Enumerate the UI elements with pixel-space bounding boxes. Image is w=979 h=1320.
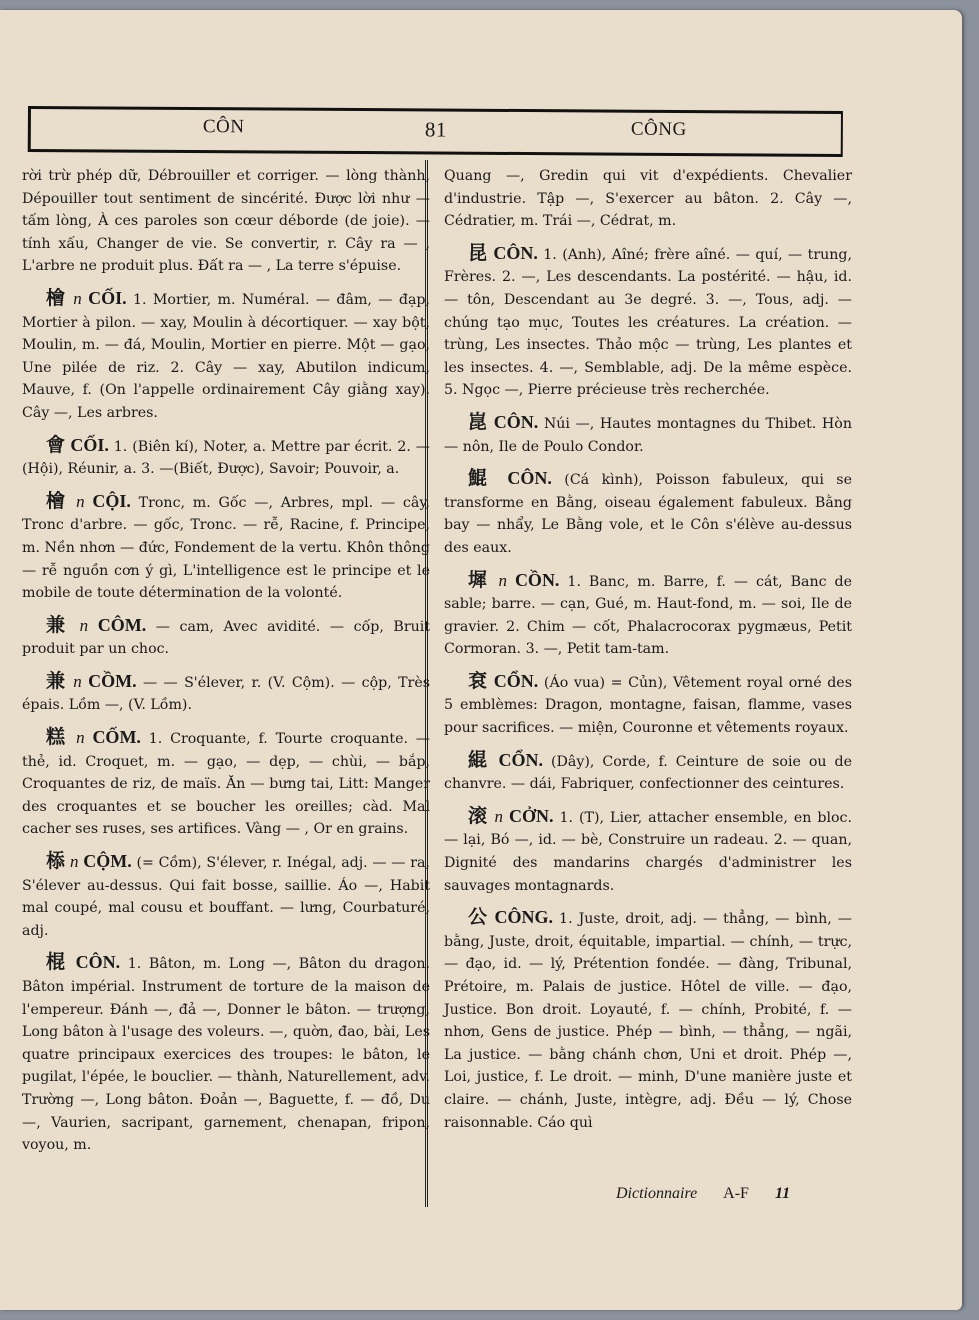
headword: CỘM. bbox=[83, 851, 132, 872]
entry-con-3 bbox=[444, 411, 852, 458]
headword: CỒN. bbox=[514, 569, 560, 590]
entry-com-4 bbox=[22, 850, 430, 942]
entry-coi-2 bbox=[22, 434, 430, 481]
entry-continuation bbox=[22, 165, 430, 278]
entry-text: 1. Juste, droit, adj. — thẳng, — bình, — bằng, Juste, droit, équitable, impartial. — chính, — trực, — đạo, id. — lý, Prétention fondée. — đàng, Tribunal, Prétoire, m. Palais de justice. Hôtel de ville. — đạo, Justice. Bon droit. Loyauté, f. — chính, Probité, f. — nhơn, Gens de justice. Phép — bình, — thẳng, — ngãi, La justice. — bằng chánh chơn, Uni et droit. Phép —, Loi, justice, f. Le droit. — minh, D'une manière juste et claire. — chánh, Juste, intègre, adj. Đều — lý, Chose raisonnable. Cáo quì bbox=[444, 911, 852, 1131]
chinese-character: 㮇 bbox=[46, 850, 66, 873]
entry-text: 1. Banc, m. Barre, f. — cát, Banc de sable; barre. — cạn, Gué, m. Haut-fond, m. — soi, Ile de gravier. 2. Chim — cốt, Phalacrocorax pygmæus, Petit Cormoran. 3. —, Petit tam-tam. bbox=[444, 573, 853, 658]
headword: CÔN. bbox=[493, 411, 539, 432]
headword: CÔNG. bbox=[494, 907, 554, 928]
entry-text: 1. Mortier, m. Numéral. — đâm, — đạp, Mortier à pilon. — xay, Moulin à décortiquer. — xay bột, Moulin, m. — đá, Moulin, Mortier en pierre. Một — gạo, Une pilée de riz. 2. Cây — xay, Abutilon indicum, Mauve, f. (On l'appelle ordinairement Cây giằng xay). Cây —, Les arbres. bbox=[22, 291, 430, 421]
chinese-character: 鯤 bbox=[468, 467, 495, 490]
nom-marker: n bbox=[76, 491, 85, 511]
headword: CÔN. bbox=[507, 468, 552, 489]
entry-text: Tronc, m. Gốc —, Arbres, mpl. — cây, Tronc d'arbre. — gốc, Tronc. — rễ, Racine, f. Principe, m. Nền nhơn — đức, Fondement de la vertu. Khôn thông — rễ nguồn cơn ý gì, L'intelligence est le principe et le mobile de toute détermination de la volonté. bbox=[22, 494, 430, 602]
nom-marker: n bbox=[73, 288, 82, 308]
printer-signature-line bbox=[616, 1185, 790, 1203]
headword: CỐI. bbox=[88, 287, 127, 308]
chinese-character: 兼 bbox=[46, 613, 71, 636]
entry-text: — cam, Avec avidité. — cốp, Bruit produit par un choc. bbox=[22, 618, 431, 658]
chinese-character: 墀 bbox=[468, 568, 491, 591]
entry-text: (Áo vua) = Củn), Vêtement royal orné des 5 emblèmes: Dragon, montagne, faisan, flamme, vases pour sacrifices. — miện, Couronne et vêtements royaux. bbox=[444, 674, 852, 737]
entry-text: (= Cồm), S'élever, r. Inégal, adj. — — ra, S'élever au-dessus. Qui fait bosse, saillie. Áo —, Habit mal coupé, mal cousu et bouffant. — lưng, Courbaturé, adj. bbox=[22, 855, 430, 939]
footer-title: Dictionnaire bbox=[616, 1185, 698, 1202]
nom-marker: n bbox=[69, 852, 79, 872]
nom-marker: n bbox=[73, 671, 82, 691]
headword: CỞN. bbox=[508, 805, 554, 826]
entry-coi-3 bbox=[22, 490, 430, 605]
chinese-character: 袞 bbox=[468, 669, 489, 692]
chinese-character: 檜 bbox=[46, 489, 69, 512]
entry-com-3 bbox=[22, 726, 430, 841]
left-column bbox=[22, 165, 430, 1166]
entry-coi-1 bbox=[22, 287, 430, 425]
right-column bbox=[444, 165, 852, 1143]
entry-con-7 bbox=[444, 749, 852, 796]
entry-continuation bbox=[444, 165, 852, 233]
entry-text: 1. Croquante, f. Tourte croquante. — thẻ, id. Croquet, m. — gạo, — dẹp, — chùi, — bắp, Croquantes de riz, de maïs. Ăn — bưng tai, Litt: Manger des croquantes et se boucher les oreilles; càd. Mal cacher ses ruses, ses artifices. Vàng — , Or en grains. bbox=[22, 731, 430, 838]
entry-com-2 bbox=[22, 670, 430, 717]
headword: CÔN. bbox=[493, 242, 538, 263]
headword: CỐI. bbox=[70, 434, 109, 455]
chinese-character: 崑 bbox=[468, 410, 489, 433]
footer-sheet-number: 11 bbox=[774, 1185, 791, 1202]
entry-con-4 bbox=[444, 467, 852, 559]
headword: CỔN. bbox=[493, 670, 539, 691]
entry-text: (Cá kình), Poisson fabuleux, qui se transforme en Bằng, oiseau également fabuleux. Bằng bay — nhẩy, Le Bằng vole, et le Côn s'élève au-dessus des eaux. bbox=[444, 472, 852, 556]
page-number: 81 bbox=[424, 117, 447, 142]
entry-text: Quang —, Gredin qui vit d'expédients. Chevalier d'industrie. Tập —, S'exercer au bâton. 2. Cây —, Cédratier, m. Trái —, Cédrat, m. bbox=[444, 168, 852, 230]
right-guide-word: CÔNG bbox=[630, 118, 687, 141]
chinese-character: 緄 bbox=[468, 748, 491, 771]
entry-cong-1 bbox=[444, 906, 852, 1134]
chinese-character: 滚 bbox=[468, 804, 489, 827]
headword: CÔN. bbox=[75, 952, 121, 973]
chinese-character: 檜 bbox=[46, 286, 67, 309]
footer-signature: A-F bbox=[723, 1185, 749, 1202]
chinese-character: 公 bbox=[468, 906, 489, 929]
entry-text: Núi —, Hautes montagnes du Thibet. Hòn — nôn, Ile de Poulo Condor. bbox=[444, 415, 852, 455]
chinese-character: 昆 bbox=[468, 241, 488, 264]
entry-com-1 bbox=[22, 614, 430, 661]
nom-marker: n bbox=[79, 615, 89, 635]
chinese-character: 兼 bbox=[46, 669, 67, 692]
entry-con-8 bbox=[444, 805, 852, 897]
headword: CỐM. bbox=[92, 727, 141, 748]
entry-text: 1. (Anh), Aîné; frère aîné. — quí, — trung, Frères. 2. —, Les descendants. La postérité. — hậu, id. — tôn, Descendant au 3e degré. 3. —, Tous, adj. — chúng tạo mục, Toutes les créatures. La création. — trùng, Les insectes. Thảo mộc — trùng, Les plantes et les insectes. 4. —, Semblable, adj. De la même espèce. 5. Ngọc —, Pierre précieuse très recherchée. bbox=[444, 246, 852, 399]
entry-con-2 bbox=[444, 242, 852, 402]
entry-con-6 bbox=[444, 670, 852, 740]
entry-text: 1. Bâton, m. Long —, Bâton du dragon. Bâton impérial. Instrument de torture de la maison de l'empereur. Đánh —, đả —, Donner le bâton. — trượng, Long bâton à l'usage des voleurs. —, quờn, đao, bài, Les quatre principaux exercices des troupes: le bâton, le pugilat, l'épée, le bouclier. — thành, Naturellement, adv. Trường —, Long bâton. Đoản —, Baguette, f. — đồ, Du —, Vaurien, sacripant, garnement, chenapan, fripon, voyou, m. bbox=[22, 956, 430, 1154]
entry-con-5 bbox=[444, 569, 852, 661]
chinese-character: 棍 bbox=[46, 951, 69, 974]
left-guide-word: CÔN bbox=[202, 116, 245, 138]
entry-text: 1. (T), Lier, attacher ensemble, en bloc. — lại, Bó —, id. — bè, Construire un radeau. 2. — quan, Dignité des mandarins chargés d'administrer les sauvages montagnards. bbox=[444, 809, 852, 894]
headword: CỘI. bbox=[92, 490, 131, 511]
nom-marker: n bbox=[494, 806, 503, 826]
entry-text: (Dây), Corde, f. Ceinture de soie ou de chanvre. — dái, Fabriquer, confectionner des ceintures. bbox=[444, 753, 852, 793]
nom-marker: n bbox=[498, 570, 507, 590]
running-header bbox=[28, 106, 843, 157]
entry-text: — — S'élever, r. (V. Cộm). — cộp, Très épais. Lồm —, (V. Lồm). bbox=[22, 674, 430, 714]
entry-text: rời trừ phép dữ, Débrouiller et corriger. — lòng thành, Dépouiller tout sentiment de sincérité. Được lời như — tấm lòng, À ces paroles son cœur déborde (de joie). — tính xấu, Changer de vie. Se convertir, r. Cây ra — , L'arbre ne produit plus. Đất ra — , La terre s'épuise. bbox=[22, 168, 430, 275]
chinese-character: 糕 bbox=[46, 726, 69, 749]
chinese-character: 會 bbox=[46, 433, 66, 456]
entry-text: 1. (Biên kí), Noter, a. Mettre par écrit. 2. —(Hội), Réunir, a. 3. —(Biết, Được), Savoir; Pouvoir, a. bbox=[22, 438, 430, 478]
entry-con-1 bbox=[22, 951, 430, 1156]
nom-marker: n bbox=[76, 728, 85, 748]
dictionary-page bbox=[0, 10, 962, 1310]
headword: CỒM. bbox=[88, 670, 137, 691]
headword: CỔN. bbox=[498, 749, 543, 770]
headword: CÔM. bbox=[97, 614, 147, 635]
